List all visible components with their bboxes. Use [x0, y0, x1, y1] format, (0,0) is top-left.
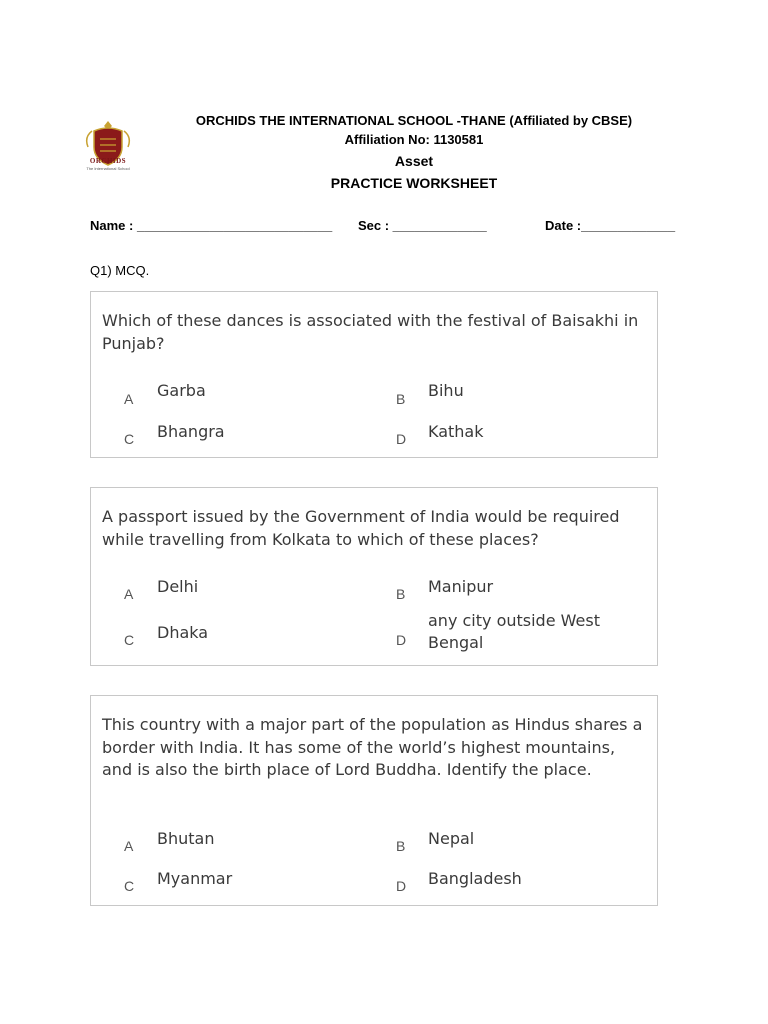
option-text: Kathak	[428, 422, 484, 441]
option-letter: A	[124, 838, 134, 854]
option-text: Bhutan	[157, 829, 215, 848]
option-letter: D	[396, 431, 407, 447]
logo-wordmark: ORCHIDS	[89, 157, 127, 165]
option-text: Bihu	[428, 381, 464, 400]
question-card-3	[90, 695, 658, 906]
option-letter: D	[396, 632, 407, 648]
option-text: any city outside West Bengal	[428, 611, 600, 652]
logo-tagline: The International School	[86, 166, 130, 171]
option-text: Myanmar	[157, 869, 233, 888]
option-letter: A	[124, 391, 134, 407]
option-text: Dhaka	[157, 623, 209, 642]
option-letter: B	[396, 586, 406, 602]
question-card-2	[90, 487, 658, 666]
option-letter: A	[124, 586, 134, 602]
worksheet-title: PRACTICE WORKSHEET	[330, 175, 498, 191]
section-label: Q1) MCQ.	[90, 263, 150, 278]
option-letter: C	[124, 431, 135, 447]
option-text: Bangladesh	[428, 869, 522, 888]
affiliation-number: Affiliation No: 1130581	[344, 132, 484, 147]
name-field: Name : ___________________________	[90, 218, 333, 233]
option-text: Garba	[157, 381, 206, 400]
option-text: Nepal	[428, 829, 475, 848]
option-letter: C	[124, 632, 135, 648]
question-text: A passport issued by the Government of India would be required while travelling from Kolkata to which of these places?	[102, 507, 620, 549]
option-letter: B	[396, 391, 406, 407]
section-field: Sec : _____________	[358, 218, 487, 233]
option-letter: C	[124, 878, 135, 894]
option-text: Delhi	[157, 577, 199, 596]
question-text: Which of these dances is associated with the festival of Baisakhi in Punjab?	[102, 311, 639, 353]
option-text: Bhangra	[157, 422, 225, 441]
option-letter: B	[396, 838, 406, 854]
question-text: This country with a major part of the population as Hindus shares a border with India. It has some of the world’s highest mountains, and is also the birth place of Lord Buddha. Identify the place.	[102, 715, 643, 779]
school-name: ORCHIDS THE INTERNATIONAL SCHOOL -THANE (Affiliated by CBSE)	[195, 113, 633, 128]
subject-title: Asset	[394, 153, 434, 169]
option-text: Manipur	[428, 577, 494, 596]
date-field: Date :_____________	[545, 218, 676, 233]
option-letter: D	[396, 878, 407, 894]
question-card-1	[90, 291, 658, 458]
